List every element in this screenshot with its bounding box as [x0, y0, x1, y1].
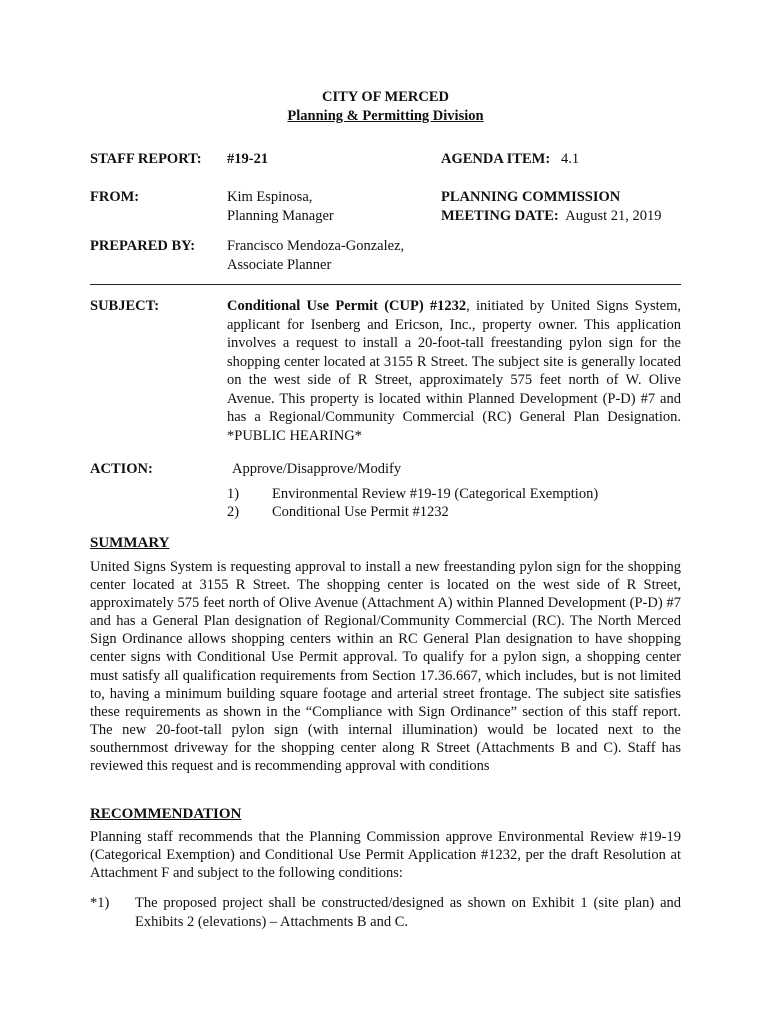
staff-report-label: STAFF REPORT: — [90, 151, 202, 167]
subject-label: SUBJECT: — [90, 298, 160, 314]
agenda-item — [441, 150, 579, 169]
from-name: Kim Espinosa, — [227, 189, 313, 205]
subject-bold-lead: Conditional Use Permit (CUP) #1232 — [227, 298, 467, 314]
from-label: FROM: — [90, 189, 140, 205]
subject-body: , initiated by United Signs System, applicant for Isenberg and Ericson, Inc., property owner. This application involves a request to install a 20-foot-tall freestanding pylon sign for the shopping center located at 3155 R Street. The subject site is generally located on the west side of R Street, approximately 575 feet north of W. Olive Avenue. This property is located within Planned Development (P-D) #7 and has a Regional/Community Commercial (RC) General Plan Designation. *PUBLIC HEARING* — [227, 298, 681, 444]
action-item-text: Environmental Review #19-19 (Categorical Exemption) — [272, 486, 599, 502]
prepared-by-name: Francisco Mendoza-Gonzalez, — [227, 238, 405, 254]
action-item-num: 1) — [227, 486, 240, 502]
action-label: ACTION: — [90, 461, 153, 477]
condition-text: The proposed project shall be constructed/designed as shown on Exhibit 1 (site plan) and Exhibits 2 (elevations) – Attachments B and C. — [135, 895, 681, 930]
condition-num: *1) — [90, 895, 110, 911]
summary-heading: SUMMARY — [90, 535, 170, 551]
agenda-item-value: 4.1 — [561, 151, 580, 167]
meeting-date-label: MEETING DATE: — [441, 208, 559, 224]
subject-text — [227, 297, 681, 445]
recommendation-body: Planning staff recommends that the Planning Commission approve Environmental Review #19-19 (Categorical Exemption) and Conditional Use Permit Application #1232, per the draft Resolution at Attachment F and subject to the following conditions: — [90, 829, 681, 882]
commission-label: PLANNING COMMISSION — [441, 189, 621, 205]
city-title: CITY OF MERCED — [321, 89, 449, 105]
from-title: Planning Manager — [227, 208, 334, 224]
division-title: Planning & Permitting Division — [287, 108, 484, 124]
summary-body: United Signs System is requesting approval to install a new freestanding pylon sign for the shopping center located at 3155 R Street. The shopping center is located on the west side of R Street, approximately 575 feet north of Olive Avenue (Attachment A) within Planned Development (P-D) #7 and has a General Plan designation of Regional/Community Commercial (RC). The North Merced Sign Ordinance allows shopping centers within an RC General Plan designation to have shopping center signs with Conditional Use Permit approval. To qualify for a pylon sign, a shopping center must satisfy all qualification requirements from Section 17.36.667, which includes, but is not limited to, having a minimum building square footage and arterial street frontage. The subject site satisfies these requirements as shown in the “Compliance with Sign Ordinance” section of this staff report. The new 20-foot-tall pylon sign (with internal illumination) would be located next to the southernmost driveway for the shopping center along R Street (Attachments B and C). Staff has reviewed this request and is recommending approval with conditions — [90, 559, 681, 775]
meeting-date — [441, 207, 662, 226]
recommendation-heading: RECOMMENDATION — [90, 806, 242, 822]
header-divider — [90, 284, 681, 285]
prepared-by-label: PREPARED BY: — [90, 238, 196, 254]
prepared-by-title: Associate Planner — [227, 257, 332, 273]
action-text: Approve/Disapprove/Modify — [232, 461, 402, 477]
action-item-text: Conditional Use Permit #1232 — [272, 504, 449, 520]
agenda-item-label: AGENDA ITEM: — [441, 151, 551, 167]
meeting-date-value: August 21, 2019 — [565, 208, 662, 224]
action-item-num: 2) — [227, 504, 240, 520]
staff-report-number: #19-21 — [227, 151, 269, 167]
